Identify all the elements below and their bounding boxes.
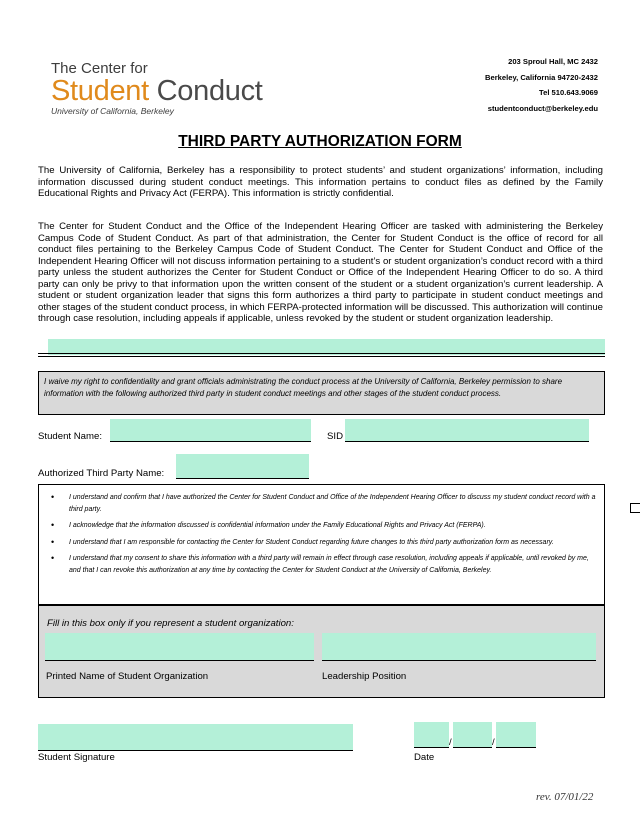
contact-phone: Tel 510.643.9069 (539, 88, 598, 97)
bullet-icon: • (51, 520, 55, 530)
ack-text-2: I acknowledge that the information discussed is confidential information under the Family Educational Rights and Privacy Act (FERPA). (69, 522, 486, 529)
student-name-label: Student Name: (38, 431, 102, 442)
ack-item-3 (49, 537, 596, 549)
date-separator-2: / (492, 737, 495, 748)
ack-item-2 (49, 520, 596, 532)
contact-email[interactable]: studentconduct@berkeley.edu (487, 103, 598, 113)
student-org-box (38, 605, 605, 698)
student-name-field[interactable] (110, 419, 311, 442)
bullet-icon: • (51, 492, 55, 502)
sid-field[interactable] (345, 419, 589, 442)
org-name-field[interactable] (45, 633, 314, 661)
intro-paragraph: The University of California, Berkeley has a responsibility to protect students’ and student organizations’ information, including information discussed during student conduct meetings. This information pertains to conduct files as defined by the Family Educational Rights and Privacy Act (FERPA). This information is strictly confidential. (38, 165, 603, 199)
org-name-label: Printed Name of Student Organization (46, 671, 209, 682)
acknowledgement-box (38, 484, 605, 605)
contact-city: Berkeley, California 94720-2432 (485, 72, 598, 82)
divider-bottom (38, 356, 605, 357)
third-party-field[interactable] (176, 454, 309, 479)
policy-paragraph: The Center for Student Conduct and the Office of the Independent Hearing Officer are tasked with administering the Berkeley Campus Code of Student Conduct. As part of that administration, the Center for Student Conduct is the office of record for all conduct files pertaining to the Berkeley Campus Code of Student Conduct. The Center for Student Conduct and Office of the Independent Hearing Officer will not discuss information pertaining to a student’s or student organization’s conduct record with a third party unless the student authorizes the Center for Student Conduct or Office of the Independent Hearing Officer to do so. A third party can only be privy to that information upon the written consent of the student or a student organization’s current leadership. A student or student organization leader that signs this form authorizes a third party to participate in student conduct meetings and other stages of the student conduct process, in which FERPA-protected information will be discussed. This authorization will continue through case resolution, including appeals if applicable, unless revoked by the student or student organization leadership. (38, 221, 603, 324)
logo-conduct-word: Conduct (156, 75, 263, 107)
date-year-field[interactable] (496, 722, 536, 748)
form-title: THIRD PARTY AUTHORIZATION FORM (178, 133, 462, 150)
center-logo (51, 60, 263, 116)
leadership-position-label: Leadership Position (322, 671, 407, 682)
divider-top (38, 353, 605, 354)
date-separator-1: / (449, 737, 452, 748)
logo-student-word: Student (51, 75, 149, 107)
bullet-icon: • (51, 536, 55, 547)
third-party-label: Authorized Third Party Name: (38, 468, 165, 479)
margin-checkbox[interactable] (630, 503, 640, 513)
student-signature-field[interactable] (38, 724, 353, 751)
ack-text-4: I understand that my consent to share this information with a third party will remain in effect through case resolution, including appeals if applicable, until revoked by me, and that I can revoke this authorization at any time by contacting the Center for Student Conduct at the University of California, Berkeley. (69, 555, 589, 574)
org-box-hint: Fill in this box only if you represent a student organization: (47, 618, 294, 629)
student-signature-label: Student Signature (38, 752, 115, 763)
bullet-icon: • (51, 553, 55, 563)
contact-address: 203 Sproul Hall, MC 2432 (508, 57, 598, 66)
logo-line-3: University of California, Berkeley (51, 106, 174, 116)
date-day-field[interactable] (453, 722, 492, 748)
ack-item-1 (49, 492, 596, 515)
logo-line-2 (51, 76, 263, 106)
acknowledgement-list (39, 485, 604, 576)
sid-label: SID (327, 431, 343, 442)
revision-date: rev. 07/01/22 (536, 791, 594, 803)
ack-item-4 (49, 553, 596, 576)
contact-block (485, 54, 598, 116)
logo-line-1: The Center for (51, 60, 148, 77)
waiver-box: I waive my right to confidentiality and grant officials administrating the conduct process at the University of California, Berkeley permission to share information with the following authorized third party in student conduct meetings and other stages of the student conduct process. (38, 371, 605, 415)
date-month-field[interactable] (414, 722, 449, 748)
date-label: Date (414, 752, 435, 763)
leadership-position-field[interactable] (322, 633, 596, 661)
ack-text-3: I understand that I am responsible for contacting the Center for Student Conduct regarding future changes to this third party authorization form as necessary. (69, 538, 554, 546)
ack-text-1: I understand and confirm that I have authorized the Center for Student Conduct and Office of the Independent Hearing Officer to discuss my student conduct record with a third party. (69, 494, 596, 513)
